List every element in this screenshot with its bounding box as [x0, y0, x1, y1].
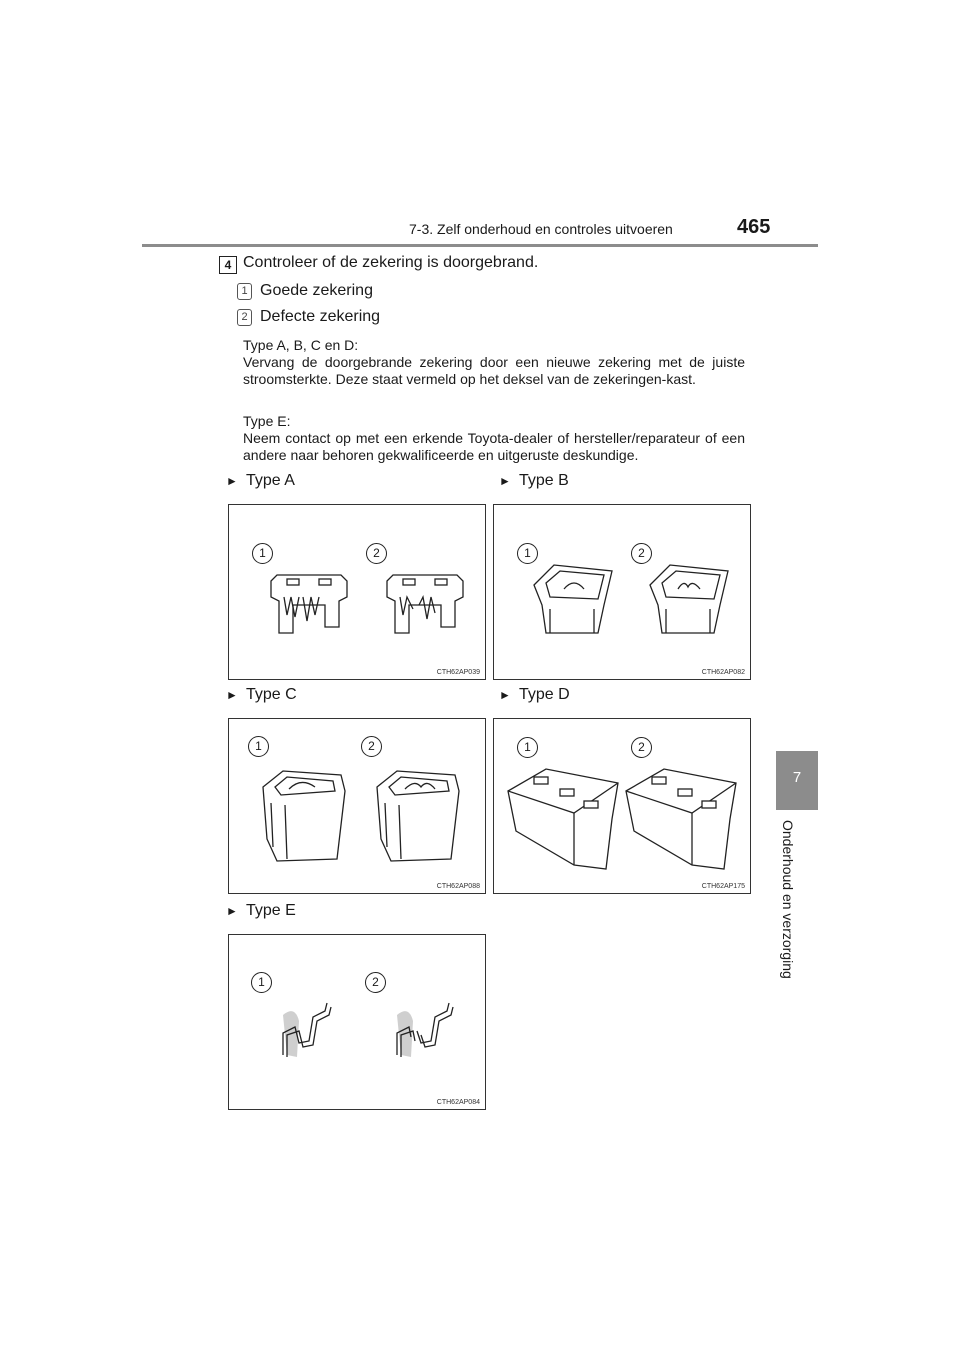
- item-number: 1: [237, 283, 252, 300]
- callout-number: 1: [517, 737, 538, 758]
- paragraph-text: Neem contact op met een erkende Toyota-dealer of hersteller/reparateur of een andere naar behoren gekwalificeerde en uitgeruste deskundige.: [243, 430, 745, 463]
- figure-title: ► Type E: [226, 902, 296, 919]
- chapter-label: Onderhoud en verzorging: [780, 820, 796, 979]
- callout-number: 2: [631, 737, 652, 758]
- step-number: 4: [219, 256, 237, 274]
- figure-code: CTH62AP175: [701, 883, 745, 890]
- item-number: 2: [237, 309, 252, 326]
- header-divider: [142, 244, 818, 247]
- paragraph-label: Type A, B, C en D:: [243, 337, 359, 353]
- instruction-paragraph: [243, 337, 745, 388]
- callout-number: 2: [631, 543, 652, 564]
- triangle-bullet-icon: ►: [226, 688, 238, 702]
- figure-code: CTH62AP082: [701, 669, 745, 676]
- paragraph-label: Type E:: [243, 413, 291, 429]
- figure-title: ► Type D: [499, 686, 570, 703]
- page-number: 465: [737, 216, 771, 238]
- item-text: Defecte zekering: [260, 308, 381, 325]
- triangle-bullet-icon: ►: [226, 904, 238, 918]
- section-title: 7-3. Zelf onderhoud en controles uitvoeren: [409, 221, 673, 237]
- figure-code: CTH62AP039: [436, 669, 480, 676]
- figure-type-b: [493, 504, 751, 680]
- callout-number: 2: [361, 736, 382, 757]
- fuse-illustration: [494, 505, 750, 679]
- figure-type-c: [228, 718, 486, 894]
- figure-type-e: [228, 934, 486, 1110]
- chapter-tab: [776, 751, 818, 810]
- callout-number: 1: [248, 736, 269, 757]
- step-text: Controleer of de zekering is doorgebrand.: [243, 254, 539, 271]
- figure-title: ► Type C: [226, 686, 297, 703]
- figure-type-a: [228, 504, 486, 680]
- chapter-number: 7: [792, 769, 802, 786]
- figure-title: ► Type B: [499, 472, 569, 489]
- fuse-illustration: [229, 505, 485, 679]
- callout-number: 1: [517, 543, 538, 564]
- triangle-bullet-icon: ►: [226, 474, 238, 488]
- callout-number: 1: [251, 972, 272, 993]
- item-text: Goede zekering: [260, 282, 373, 299]
- instruction-paragraph: [243, 413, 745, 464]
- figure-title: ► Type A: [226, 472, 295, 489]
- callout-number: 2: [366, 543, 387, 564]
- figure-type-d: [493, 718, 751, 894]
- triangle-bullet-icon: ►: [499, 688, 511, 702]
- figure-code: CTH62AP088: [436, 883, 480, 890]
- callout-number: 1: [252, 543, 273, 564]
- triangle-bullet-icon: ►: [499, 474, 511, 488]
- fuse-illustration: [229, 935, 485, 1109]
- figure-code: CTH62AP084: [436, 1099, 480, 1106]
- paragraph-text: Vervang de doorgebrande zekering door een nieuwe zekering met de juiste stroomsterkte. Deze staat vermeld op het deksel van de zekeringen-kast.: [243, 354, 745, 387]
- callout-number: 2: [365, 972, 386, 993]
